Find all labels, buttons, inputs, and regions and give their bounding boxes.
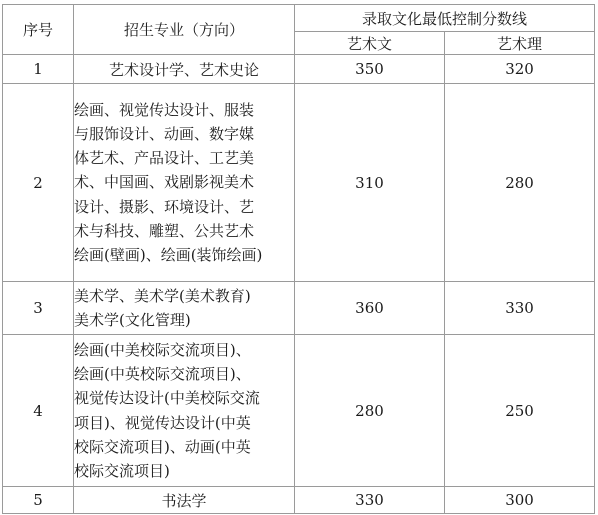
table-row — [3, 282, 595, 335]
header-arts-science: 艺术理 — [445, 32, 595, 55]
row-major: 书法学 — [74, 487, 295, 514]
header-major: 招生专业（方向） — [74, 5, 295, 55]
row-index: 1 — [3, 55, 74, 84]
table-row — [3, 335, 595, 487]
header-row-top — [3, 5, 595, 32]
row-arts-liberal-score: 280 — [295, 335, 445, 487]
row-major: 绘画、视觉传达设计、服装 与服饰设计、动画、数字媒 体艺术、产品设计、工艺美 术、中国画、戏剧影视美术 设计、摄影、环境设计、艺 术与科技、雕塑、公共艺术 绘画(壁画)、绘画(装饰绘画) — [74, 84, 295, 282]
header-arts-liberal: 艺术文 — [295, 32, 445, 55]
row-arts-science-score: 280 — [445, 84, 595, 282]
header-index: 序号 — [3, 5, 74, 55]
row-index: 3 — [3, 282, 74, 335]
row-index: 4 — [3, 335, 74, 487]
table-row — [3, 84, 595, 282]
table-row — [3, 55, 595, 84]
row-arts-liberal-score: 310 — [295, 84, 445, 282]
row-arts-science-score: 250 — [445, 335, 595, 487]
row-arts-science-score: 300 — [445, 487, 595, 514]
row-arts-liberal-score: 350 — [295, 55, 445, 84]
row-major: 绘画(中美校际交流项目)、 绘画(中英校际交流项目)、 视觉传达设计(中美校际交流 项目)、视觉传达设计(中英 校际交流项目)、动画(中英 校际交流项目) — [74, 335, 295, 487]
table-row — [3, 487, 595, 514]
admission-score-table — [2, 4, 595, 514]
row-arts-liberal-score: 330 — [295, 487, 445, 514]
row-arts-liberal-score: 360 — [295, 282, 445, 335]
row-index: 5 — [3, 487, 74, 514]
header-min-scores: 录取文化最低控制分数线 — [295, 5, 595, 32]
row-index: 2 — [3, 84, 74, 282]
row-major: 美术学、美术学(美术教育) 美术学(文化管理) — [74, 282, 295, 335]
row-arts-science-score: 330 — [445, 282, 595, 335]
row-major: 艺术设计学、艺术史论 — [74, 55, 295, 84]
row-arts-science-score: 320 — [445, 55, 595, 84]
